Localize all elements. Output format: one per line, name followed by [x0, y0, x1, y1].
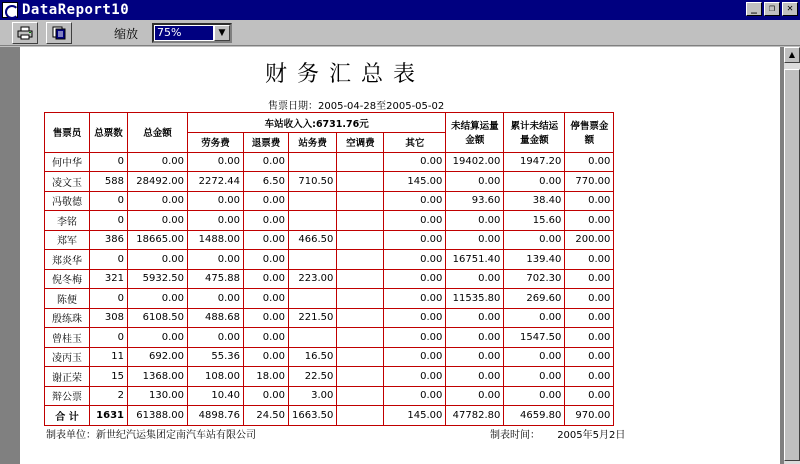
cell-accum: 0.00 [504, 386, 565, 406]
cell-accum: 0.00 [504, 347, 565, 367]
cell-other: 0.00 [384, 230, 446, 250]
cell-seller: 李铭 [45, 211, 90, 231]
cell-unsettled: 0.00 [446, 367, 504, 387]
footer-time-label: 制表时间： [490, 430, 540, 441]
title-bar[interactable] [0, 0, 800, 20]
cell-accum: 0.00 [504, 230, 565, 250]
toolbar [0, 20, 800, 46]
cell-total: 5932.50 [128, 269, 188, 289]
cell-seller: 曾桂玉 [45, 328, 90, 348]
cell-labor: 488.68 [188, 308, 244, 328]
cell-ac [337, 386, 384, 406]
cell-transit: 0.00 [244, 191, 289, 211]
cell-accum: 0.00 [504, 367, 565, 387]
cell-station: 16.50 [289, 347, 337, 367]
cell-labor: 0.00 [188, 289, 244, 309]
window-title: DataReport10 [22, 2, 130, 18]
print-button[interactable] [12, 22, 38, 44]
cell-transit: 0.00 [244, 211, 289, 231]
cell-station: 22.50 [289, 367, 337, 387]
header-ticket-count: 总票数 [90, 113, 128, 153]
scroll-up-icon[interactable]: ▲ [784, 47, 800, 63]
cell-stop: 0.00 [565, 367, 614, 387]
cell-labor: 0.00 [188, 152, 244, 172]
cell-accum: 0.00 [504, 172, 565, 192]
cell-station [289, 152, 337, 172]
table-row [45, 367, 614, 387]
header-ac-fee: 空调费 [337, 133, 384, 153]
window-controls [746, 2, 798, 16]
header-total-amount: 总金额 [128, 113, 188, 153]
cell-total: 6108.50 [128, 308, 188, 328]
cell-station [289, 250, 337, 270]
cell-count: 1631 [90, 406, 128, 426]
cell-labor: 55.36 [188, 347, 244, 367]
cell-total: 0.00 [128, 191, 188, 211]
cell-labor: 475.88 [188, 269, 244, 289]
table-row [45, 211, 614, 231]
table-row [45, 250, 614, 270]
header-labor-fee: 劳务费 [188, 133, 244, 153]
cell-station: 1663.50 [289, 406, 337, 426]
cell-labor: 2272.44 [188, 172, 244, 192]
cell-unsettled: 19402.00 [446, 152, 504, 172]
cell-total: 61388.00 [128, 406, 188, 426]
copy-button[interactable] [46, 22, 72, 44]
cell-count: 386 [90, 230, 128, 250]
cell-ac [337, 347, 384, 367]
vertical-scrollbar[interactable] [784, 47, 800, 464]
cell-total: 1368.00 [128, 367, 188, 387]
cell-ac [337, 406, 384, 426]
cell-ac [337, 191, 384, 211]
restore-button[interactable]: ❐ [764, 2, 780, 16]
cell-ac [337, 152, 384, 172]
zoom-select[interactable] [152, 23, 232, 43]
cell-total: 0.00 [128, 152, 188, 172]
cell-accum: 1947.20 [504, 152, 565, 172]
cell-station [289, 211, 337, 231]
cell-stop: 0.00 [565, 191, 614, 211]
cell-station: 3.00 [289, 386, 337, 406]
table-row [45, 328, 614, 348]
cell-total: 0.00 [128, 250, 188, 270]
table-row [45, 269, 614, 289]
cell-seller: 凌丙玉 [45, 347, 90, 367]
cell-count: 0 [90, 289, 128, 309]
cell-stop: 0.00 [565, 347, 614, 367]
cell-other: 145.00 [384, 406, 446, 426]
header-unsettled: 未结算运量金额 [446, 113, 504, 153]
table-row [45, 386, 614, 406]
cell-seller: 郑炎华 [45, 250, 90, 270]
cell-unsettled: 0.00 [446, 386, 504, 406]
cell-accum: 4659.80 [504, 406, 565, 426]
table-row [45, 308, 614, 328]
cell-other: 0.00 [384, 211, 446, 231]
footer-time [490, 426, 625, 441]
zoom-value[interactable]: 75% [155, 26, 213, 40]
header-station-fee: 站务费 [289, 133, 337, 153]
cell-count: 15 [90, 367, 128, 387]
header-stop-selling: 停售票金额 [565, 113, 614, 153]
printer-icon [17, 26, 33, 40]
cell-stop: 0.00 [565, 386, 614, 406]
cell-ac [337, 328, 384, 348]
cell-other: 0.00 [384, 269, 446, 289]
cell-total: 0.00 [128, 328, 188, 348]
cell-seller: 殷练珠 [45, 308, 90, 328]
cell-seller: 谢正荣 [45, 367, 90, 387]
cell-stop: 0.00 [565, 250, 614, 270]
cell-ac [337, 269, 384, 289]
cell-count: 0 [90, 152, 128, 172]
table-row [45, 289, 614, 309]
cell-transit: 6.50 [244, 172, 289, 192]
cell-other: 0.00 [384, 367, 446, 387]
cell-transit: 0.00 [244, 230, 289, 250]
cell-count: 0 [90, 191, 128, 211]
cell-unsettled: 0.00 [446, 328, 504, 348]
cell-other: 0.00 [384, 250, 446, 270]
cell-other: 145.00 [384, 172, 446, 192]
cell-ac [337, 172, 384, 192]
cell-stop: 770.00 [565, 172, 614, 192]
cell-unsettled: 0.00 [446, 347, 504, 367]
cell-transit: 0.00 [244, 250, 289, 270]
cell-ac [337, 211, 384, 231]
cell-stop: 0.00 [565, 211, 614, 231]
cell-transit: 0.00 [244, 289, 289, 309]
cell-accum: 139.40 [504, 250, 565, 270]
zoom-label: 缩放 [114, 27, 139, 41]
cell-unsettled: 0.00 [446, 172, 504, 192]
cell-count: 0 [90, 211, 128, 231]
summary-table [44, 112, 614, 426]
cell-unsettled: 47782.80 [446, 406, 504, 426]
cell-other: 0.00 [384, 308, 446, 328]
cell-accum: 15.60 [504, 211, 565, 231]
cell-stop: 0.00 [565, 308, 614, 328]
table-row [45, 347, 614, 367]
cell-total: 18665.00 [128, 230, 188, 250]
cell-count: 588 [90, 172, 128, 192]
cell-count: 321 [90, 269, 128, 289]
cell-other: 0.00 [384, 347, 446, 367]
cell-seller: 倪冬梅 [45, 269, 90, 289]
cell-accum: 1547.50 [504, 328, 565, 348]
cell-transit: 18.00 [244, 367, 289, 387]
cell-stop: 0.00 [565, 269, 614, 289]
cell-transit: 0.00 [244, 347, 289, 367]
cell-transit: 0.00 [244, 152, 289, 172]
table-row [45, 191, 614, 211]
cell-labor: 10.40 [188, 386, 244, 406]
cell-unsettled: 0.00 [446, 211, 504, 231]
header-accum-unsettled: 累计未结运量金额 [504, 113, 565, 153]
cell-labor: 0.00 [188, 211, 244, 231]
cell-total: 130.00 [128, 386, 188, 406]
cell-total: 0.00 [128, 289, 188, 309]
total-row [45, 406, 614, 426]
cell-count: 0 [90, 250, 128, 270]
copy-icon [51, 26, 67, 40]
cell-unsettled: 11535.80 [446, 289, 504, 309]
cell-count: 11 [90, 347, 128, 367]
cell-unsettled: 0.00 [446, 269, 504, 289]
table-body [45, 152, 614, 425]
cell-seller: 合 计 [45, 406, 90, 426]
cell-seller: 陈便 [45, 289, 90, 309]
table-row [45, 152, 614, 172]
cell-labor: 0.00 [188, 191, 244, 211]
footer-time-value: 2005年5月2日 [557, 430, 626, 441]
report-title: 财务汇总表 [265, 62, 426, 87]
cell-accum: 0.00 [504, 308, 565, 328]
cell-accum: 38.40 [504, 191, 565, 211]
cell-other: 0.00 [384, 328, 446, 348]
cell-transit: 0.00 [244, 386, 289, 406]
cell-station [289, 289, 337, 309]
cell-count: 0 [90, 328, 128, 348]
footer-unit: 制表单位：新世纪汽运集团定南汽车站有限公司 [46, 430, 256, 441]
minimize-button[interactable]: _ [746, 2, 762, 16]
header-station-income: 车站收入入:6731.76元 [188, 113, 446, 133]
cell-station: 466.50 [289, 230, 337, 250]
scroll-thumb[interactable] [784, 69, 800, 461]
cell-ac [337, 289, 384, 309]
cell-ac [337, 367, 384, 387]
table-row [45, 172, 614, 192]
cell-transit: 0.00 [244, 328, 289, 348]
cell-station [289, 328, 337, 348]
cell-stop: 970.00 [565, 406, 614, 426]
cell-seller: 冯敬德 [45, 191, 90, 211]
cell-transit: 24.50 [244, 406, 289, 426]
cell-labor: 0.00 [188, 328, 244, 348]
cell-ac [337, 308, 384, 328]
cell-labor: 108.00 [188, 367, 244, 387]
cell-other: 0.00 [384, 289, 446, 309]
table-row [45, 230, 614, 250]
cell-seller: 何中华 [45, 152, 90, 172]
cell-station: 221.50 [289, 308, 337, 328]
cell-ac [337, 230, 384, 250]
cell-count: 2 [90, 386, 128, 406]
header-transit-fee: 退票费 [244, 133, 289, 153]
cell-unsettled: 0.00 [446, 230, 504, 250]
date-range: 售票日期：2005-04-28至2005-05-02 [268, 101, 445, 112]
cell-total: 28492.00 [128, 172, 188, 192]
cell-ac [337, 250, 384, 270]
cell-total: 0.00 [128, 211, 188, 231]
cell-stop: 0.00 [565, 152, 614, 172]
dropdown-arrow-icon[interactable]: ▼ [214, 25, 230, 41]
cell-seller: 辩公票 [45, 386, 90, 406]
table-header [45, 113, 614, 153]
header-seller: 售票员 [45, 113, 90, 153]
cell-transit: 0.00 [244, 308, 289, 328]
cell-seller: 凌文玉 [45, 172, 90, 192]
cell-count: 308 [90, 308, 128, 328]
app-icon[interactable] [2, 2, 18, 18]
header-other: 其它 [384, 133, 446, 153]
cell-accum: 702.30 [504, 269, 565, 289]
cell-unsettled: 93.60 [446, 191, 504, 211]
cell-seller: 郑军 [45, 230, 90, 250]
cell-unsettled: 16751.40 [446, 250, 504, 270]
cell-accum: 269.60 [504, 289, 565, 309]
cell-total: 692.00 [128, 347, 188, 367]
cell-labor: 1488.00 [188, 230, 244, 250]
cell-transit: 0.00 [244, 269, 289, 289]
cell-stop: 0.00 [565, 328, 614, 348]
cell-stop: 0.00 [565, 289, 614, 309]
cell-station [289, 191, 337, 211]
cell-stop: 200.00 [565, 230, 614, 250]
cell-unsettled: 0.00 [446, 308, 504, 328]
cell-labor: 4898.76 [188, 406, 244, 426]
close-button[interactable]: ✕ [782, 2, 798, 16]
cell-labor: 0.00 [188, 250, 244, 270]
cell-station: 710.50 [289, 172, 337, 192]
cell-other: 0.00 [384, 386, 446, 406]
cell-station: 223.00 [289, 269, 337, 289]
cell-other: 0.00 [384, 152, 446, 172]
cell-other: 0.00 [384, 191, 446, 211]
